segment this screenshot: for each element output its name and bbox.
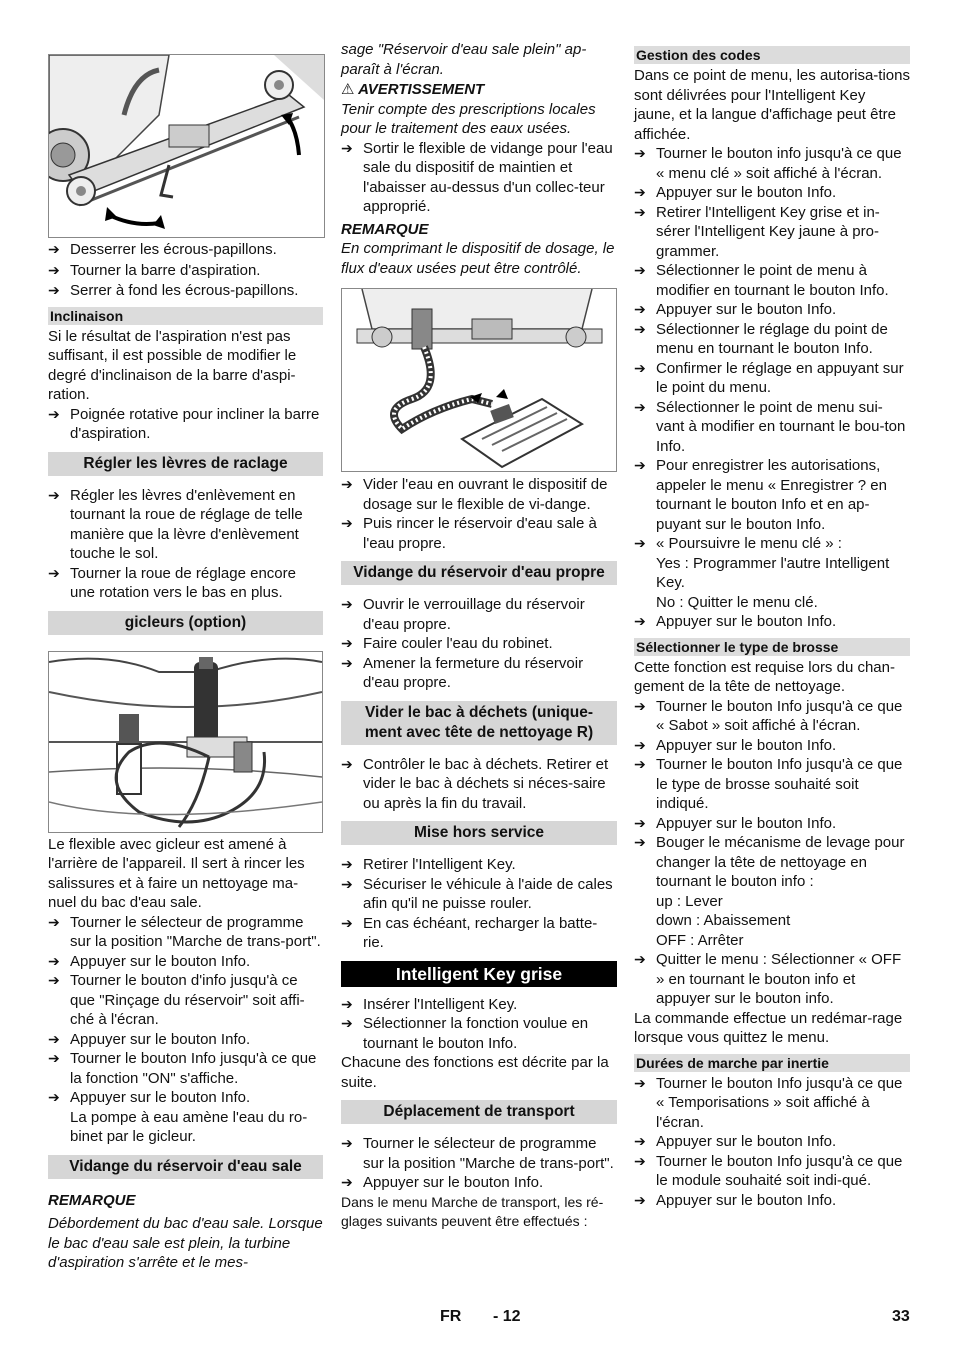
- step-item: ➔ Desserrer les écrous-papillons.: [48, 241, 277, 258]
- warning-text: Tenir compte des prescriptions locales pour le traitement des eaux usées.: [341, 100, 596, 137]
- step-item: ➔ Quitter le menu : Sélectionner « OFF » en tournant le bouton info et appuyer sur le bouton info.: [634, 951, 902, 1007]
- arrow-right-icon: ➔: [634, 951, 646, 967]
- step-item: ➔ Appuyer sur le bouton Info.: [48, 952, 251, 970]
- section-heading-propre: Vidange du réservoir d'eau propre: [341, 561, 617, 585]
- step-item: ➔ Appuyer sur le bouton Info.: [634, 1133, 837, 1150]
- option-text: up : Lever: [656, 892, 723, 910]
- section-heading-vidange-sale: Vidange du réservoir d'eau sale: [48, 1155, 323, 1179]
- arrow-right-icon: ➔: [341, 596, 353, 612]
- option-text: down : Abaissement: [656, 912, 791, 929]
- section-heading-inertie: Durées de marche par inertie: [634, 1054, 910, 1072]
- arrow-right-icon: ➔: [634, 1133, 646, 1149]
- arrow-right-icon: ➔: [341, 139, 353, 156]
- option-text: OFF : Arrêter: [656, 931, 744, 949]
- step-item: ➔ Confirmer le réglage en appuyant sur le point du menu.: [634, 359, 904, 396]
- step-item: ➔ En cas échéant, recharger la batte-rie.: [341, 914, 598, 951]
- step-item: ➔ Faire couler l'eau du robinet.: [341, 635, 553, 652]
- step-item: ➔ Amener la fermeture du réservoir d'eau propre.: [341, 654, 584, 691]
- step-item: ➔ Sélectionner le réglage du point de menu en tournant le bouton Info.: [634, 320, 888, 357]
- arrow-right-icon: ➔: [341, 995, 353, 1012]
- arrow-right-icon: ➔: [341, 1174, 353, 1190]
- note-text: En comprimant le dispositif de dosage, le flux d'eaux usées peut être contrôlé.: [341, 240, 615, 277]
- step-item: ➔ Puis rincer le réservoir d'eau sale à l'eau propre.: [341, 515, 597, 552]
- arrow-right-icon: ➔: [634, 756, 646, 772]
- arrow-right-icon: ➔: [634, 535, 646, 551]
- arrow-right-icon: ➔: [634, 203, 646, 220]
- arrow-right-icon: ➔: [48, 241, 60, 257]
- arrow-right-icon: ➔: [634, 834, 646, 850]
- paragraph: Chacune des fonctions est décrite par la suite.: [341, 1054, 609, 1091]
- arrow-right-icon: ➔: [634, 457, 646, 473]
- step-item: ➔ Appuyer sur le bouton Info.: [341, 1174, 544, 1191]
- step-item: ➔ Tourner le bouton Info jusqu'à ce que le type de brosse souhaité soit indiqué.: [634, 756, 903, 812]
- arrow-right-icon: ➔: [48, 282, 60, 298]
- column-3: [634, 46, 910, 1210]
- paragraph: La commande effectue un redémar-rage lorsque vous quittez le menu.: [634, 1009, 903, 1046]
- warning-triangle-icon: ⚠: [341, 81, 355, 98]
- note-label: REMARQUE: [48, 1191, 136, 1209]
- arrow-right-icon: ➔: [634, 398, 646, 415]
- section-heading-bac: Vider le bac à déchets (unique-ment avec tête de nettoyage R): [341, 701, 617, 745]
- arrow-right-icon: ➔: [48, 564, 60, 581]
- section-heading-inclinaison: Inclinaison: [48, 307, 323, 325]
- arrow-right-icon: ➔: [634, 1152, 646, 1169]
- arrow-right-icon: ➔: [341, 875, 353, 892]
- step-item: ➔ Tourner le bouton Info jusqu'à ce que « Temporisations » soit affiché à l'écran.: [634, 1074, 903, 1131]
- step-item: ➔ Appuyer sur le bouton Info.: [48, 1089, 251, 1106]
- arrow-right-icon: ➔: [634, 301, 646, 317]
- step-item: ➔ Appuyer sur le bouton Info.: [634, 1191, 837, 1209]
- warning-label: ⚠ AVERTISSEMENT: [341, 81, 485, 98]
- footer-language: FR: [440, 1308, 462, 1325]
- step-item: ➔ Appuyer sur le bouton Info.: [634, 613, 837, 630]
- step-result: La pompe à eau amène l'eau du ro-binet par le gicleur.: [70, 1108, 308, 1145]
- paragraph: Dans ce point de menu, les autorisa-tions sont délivrées pour l'Intelligent Key jaune, et la langue d'affichage peut être affichée.: [634, 67, 910, 143]
- arrow-right-icon: ➔: [634, 814, 646, 831]
- figure-drain-hose: [341, 288, 617, 472]
- section-heading-gicleurs: gicleurs (option): [48, 611, 323, 635]
- arrow-right-icon: ➔: [341, 515, 353, 531]
- step-item: ➔ Appuyer sur le bouton Info.: [634, 184, 837, 201]
- arrow-right-icon: ➔: [634, 145, 646, 161]
- arrow-right-icon: ➔: [341, 1135, 353, 1151]
- arrow-right-icon: ➔: [48, 952, 60, 969]
- step-item: ➔ Régler les lèvres d'enlèvement en tournant la roue de réglage de telle manière que la lèvre d'enlèvement touche le sol.: [48, 486, 303, 562]
- step-item: ➔ Tourner la barre d'aspiration.: [48, 261, 261, 279]
- step-item: ➔ Ouvrir le verrouillage du réservoir d'eau propre.: [341, 596, 585, 633]
- step-item: ➔ Appuyer sur le bouton Info.: [48, 1030, 251, 1048]
- section-heading-mise: Mise hors service: [341, 821, 617, 845]
- option-text: No : Quitter le menu clé.: [656, 593, 818, 611]
- arrow-right-icon: ➔: [341, 476, 353, 492]
- step-item: ➔ « Poursuivre le menu clé » :: [634, 535, 842, 552]
- option-text: Yes : Programmer l'autre Intelligent Key.: [656, 554, 890, 591]
- paragraph: Dans le menu Marche de transport, les ré-glages suivants peuvent être effectués :: [341, 1193, 604, 1229]
- arrow-right-icon: ➔: [341, 914, 353, 931]
- arrow-right-icon: ➔: [341, 856, 353, 872]
- step-item: ➔ Tourner le bouton Info jusqu'à ce que le module souhaité soit indi-qué.: [634, 1152, 903, 1189]
- arrow-right-icon: ➔: [48, 405, 60, 422]
- note-text: Débordement du bac d'eau sale. Lorsque le bac d'eau sale est plein, la turbine d'aspiration s'arrête et le mes-: [48, 1215, 323, 1271]
- arrow-right-icon: ➔: [48, 486, 60, 503]
- step-item: ➔ Appuyer sur le bouton Info.: [634, 736, 837, 754]
- arrow-right-icon: ➔: [634, 1074, 646, 1091]
- arrow-right-icon: ➔: [48, 261, 60, 278]
- step-item: ➔ Appuyer sur le bouton Info.: [634, 301, 837, 318]
- step-item: ➔ Sortir le flexible de vidange pour l'eau sale du dispositif de maintien et l'abaisser au-dessus d'un collec-teur approprié.: [341, 139, 613, 215]
- step-item: ➔ Tourner la roue de réglage encore une rotation vers le bas en plus.: [48, 564, 296, 601]
- step-item: ➔ Sélectionner le point de menu à modifier en tournant le bouton Info.: [634, 262, 889, 299]
- arrow-right-icon: ➔: [48, 1030, 60, 1047]
- step-item: ➔ Serrer à fond les écrous-papillons.: [48, 282, 299, 299]
- step-item: ➔ Tourner le bouton Info jusqu'à ce que « Sabot » soit affiché à l'écran.: [634, 697, 903, 734]
- step-item: ➔ Tourner le bouton d'info jusqu'à ce que "Rinçage du réservoir" soit affi-ché à l'écran.: [48, 972, 305, 1028]
- step-item: ➔ Sécuriser le véhicule à l'aide de cales afin qu'il ne puisse rouler.: [341, 875, 613, 912]
- arrow-right-icon: ➔: [634, 262, 646, 278]
- arrow-right-icon: ➔: [341, 1015, 353, 1031]
- step-item: ➔ Vider l'eau en ouvrant le dispositif de dosage sur le flexible de vi-dange.: [341, 476, 608, 513]
- step-item: ➔ Retirer l'Intelligent Key.: [341, 856, 516, 873]
- step-item: ➔ Tourner le sélecteur de programme sur la position "Marche de trans-port".: [341, 1135, 614, 1172]
- figure-spray-nozzle: [48, 651, 323, 833]
- note-text: sage "Réservoir d'eau sale plein" ap-paraît à l'écran.: [341, 41, 587, 78]
- step-item: ➔ Poignée rotative pour incliner la barre d'aspiration.: [48, 405, 320, 442]
- step-item: ➔ Contrôler le bac à déchets. Retirer et vider le bac à déchets si néces-saire ou après la fin du travail.: [341, 755, 609, 812]
- paragraph: Si le résultat de l'aspiration n'est pas suffisant, il est possible de modifier le degré d'inclinaison de la barre d'aspi-ration.: [48, 327, 297, 403]
- arrow-right-icon: ➔: [48, 1089, 60, 1105]
- section-heading-raclage: Régler les lèvres de raclage: [48, 452, 323, 476]
- arrow-right-icon: ➔: [634, 184, 646, 200]
- footer-page-number: 33: [892, 1308, 910, 1325]
- arrow-right-icon: ➔: [634, 359, 646, 376]
- step-item: ➔ Pour enregistrer les autorisations, appeler le menu « Enregistrer ? en tournant le bouton Info et en ap-puyant sur le bouton Info.: [634, 457, 887, 533]
- section-heading-codes: Gestion des codes: [634, 46, 910, 64]
- arrow-right-icon: ➔: [48, 1050, 60, 1066]
- arrow-right-icon: ➔: [341, 654, 353, 671]
- step-item: ➔ Insérer l'Intelligent Key.: [341, 995, 518, 1013]
- column-2: [341, 40, 617, 1232]
- arrow-right-icon: ➔: [341, 635, 353, 651]
- arrow-right-icon: ➔: [634, 613, 646, 629]
- step-item: ➔ Sélectionner la fonction voulue en tournant le bouton Info.: [341, 1015, 589, 1052]
- footer-page-local: - 12: [493, 1308, 521, 1325]
- paragraph: Cette fonction est requise lors du chan-gement de la tête de nettoyage.: [634, 658, 895, 695]
- arrow-right-icon: ➔: [634, 697, 646, 714]
- figure-suction-bar: [48, 54, 325, 238]
- arrow-right-icon: ➔: [634, 736, 646, 753]
- chapter-heading-intelligent-key: Intelligent Key grise: [341, 961, 617, 987]
- step-item: ➔ Tourner le bouton Info jusqu'à ce que la fonction "ON" s'affiche.: [48, 1050, 317, 1087]
- step-item: ➔ Tourner le bouton info jusqu'à ce que « menu clé » soit affiché à l'écran.: [634, 145, 902, 182]
- arrow-right-icon: ➔: [634, 320, 646, 337]
- note-label: REMARQUE: [341, 220, 429, 238]
- arrow-right-icon: ➔: [48, 972, 60, 988]
- section-heading-brosse: Sélectionner le type de brosse: [634, 638, 910, 656]
- step-item: ➔ Tourner le sélecteur de programme sur la position "Marche de trans-port".: [48, 913, 321, 950]
- column-1: [48, 40, 323, 1273]
- paragraph: Le flexible avec gicleur est amené à l'arrière de l'appareil. Il sert à rincer les salissures et à faire un nettoyage ma-nuel du bac d'eau sale.: [48, 835, 305, 911]
- section-heading-transport: Déplacement de transport: [341, 1100, 617, 1124]
- arrow-right-icon: ➔: [48, 913, 60, 930]
- step-item: ➔ Appuyer sur le bouton Info.: [634, 814, 837, 832]
- step-item: ➔ Bouger le mécanisme de levage pour changer la tête de nettoyage en tournant le bouton info :: [634, 834, 905, 890]
- arrow-right-icon: ➔: [634, 1191, 646, 1208]
- arrow-right-icon: ➔: [341, 755, 353, 772]
- step-item: ➔ Sélectionner le point de menu sui-vant à modifier en tournant le bou-ton Info.: [634, 398, 906, 455]
- step-item: ➔ Retirer l'Intelligent Key grise et in-sérer l'Intelligent Key jaune à pro-grammer.: [634, 203, 880, 260]
